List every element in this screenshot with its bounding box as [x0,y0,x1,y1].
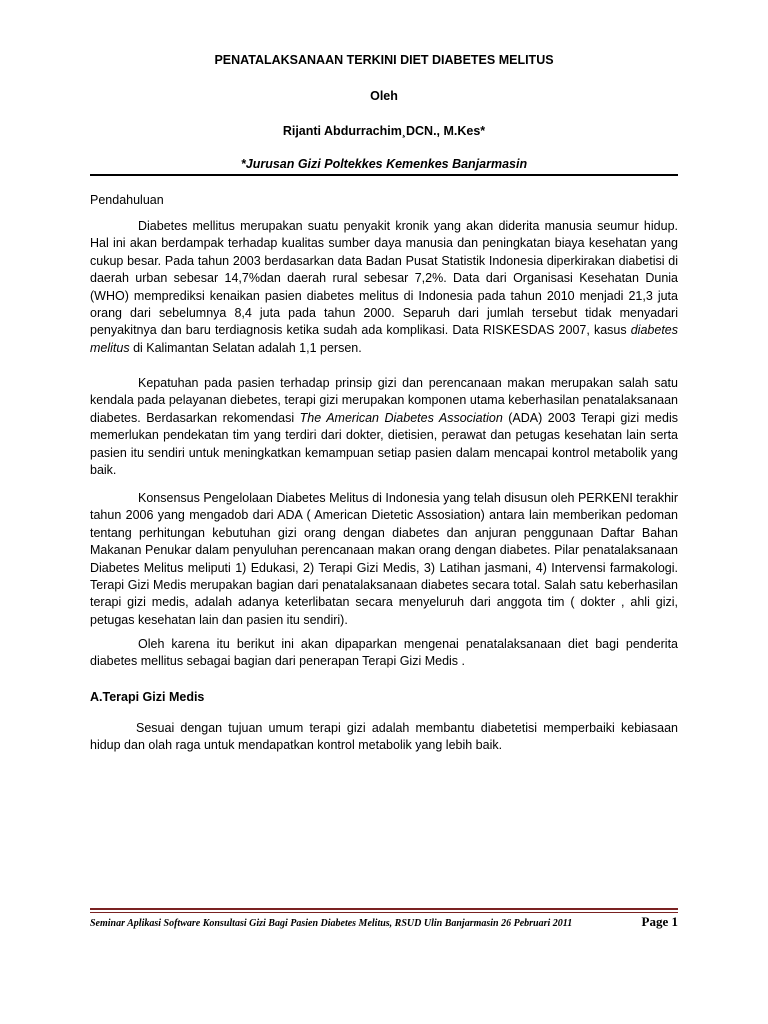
intro-p2-text: Kepatuhan pada pasien terhadap prinsip gizi dan perencanaan makan merupakan salah satu kendala pada pelayanan diebetes, terapi gizi merupakan komponen utama keberhasilan penatalaksanaan diabetes. Berdasarkan rekomendasi [90,376,678,425]
page-number-value: 1 [671,914,678,929]
author-name: Rijanti Abdurrachim¸DCN., M.Kes* [282,124,486,138]
footer-divider-thin [90,912,678,913]
header-divider [90,174,678,176]
footer-divider [90,908,678,910]
section-heading-intro: Pendahuluan [90,193,164,207]
intro-p1-italic: diabetes melitus [90,323,678,355]
section-a-paragraph-1 [90,720,678,755]
page-number [642,914,678,930]
intro-p1-tail: di Kalimantan Selatan adalah 1,1 persen. [129,340,362,355]
intro-p2-italic: The American Diabetes Association [299,410,503,425]
intro-paragraph-4 [90,636,678,671]
author-affiliation: *Jurusan Gizi Poltekkes Kemenkes Banjarmasin [240,157,528,171]
intro-paragraph-2 [90,375,678,479]
section-a-p1-text: Sesuai dengan tujuan umum terapi gizi adalah membantu diabetetisi memperbaiki kebiasaan hidup dan olah raga untuk mendapatkan kontrol metabolik yang lebih baik. [90,721,678,753]
intro-p3-text: Konsensus Pengelolaan Diabetes Melitus di Indonesia yang telah disusun oleh PERKENI terakhir tahun 2006 yang mengadob dari ADA ( American Dietetic Assosiation) antara lain memberikan pedoman tentang perhitungan kebutuhan gizi orang dengan diabetes dan anjuran penggunaan Daftar Bahan Makanan Penukar dalam penyuluhan perencanaan makan orang dengan diabetes. Pilar penatalaksanaan Diabetes Melitus meliputi 1) Edukasi, 2) Terapi Gizi Medis, 3) Latihan jasmani, 4) Intervensi farmakologi. Terapi Gizi Medis merupakan bagian dari penatalaksanaan diabetes secara total. Salah satu keberhasilan terapi gizi medis, adalah adanya keterlibatan secara menyeluruh dari anggota tim ( dokter , ahli gizi, petugas kesehatan lain dan pasien itu sendiri). [90,491,678,627]
intro-p2-tail: (ADA) 2003 Terapi gizi medis memerlukan pendekatan tim yang terdiri dari dokter, dietisien, perawat dan petugas kesehatan lain serta pasien itu sendiri untuk meningkatkan kemampuan setiap pasien dalam mencapai kontrol metabolik yang baik. [90,410,678,478]
page-label: Page [641,914,669,929]
intro-p1-text: Diabetes mellitus merupakan suatu penyakit kronik yang akan diderita manusia seumur hidup. Hal ini akan berdampak terhadap kualitas sumber daya manusia dan peningkatan biaya kesehatan yang cukup besar. Pada tahun 2003 berdasarkan data Badan Pusat Statistik Indonesia diperkirakan diabetisi di daerah urban sebesar 14,7%dan daerah rural sebesar 7,2%. Data dari Organisasi Kesehatan Dunia (WHO) memprediksi kenaikan pasien diabetes melitus di Indonesia pada tahun 2010 menjadi 21,3 juta orang dari sebelumnya 8,4 juta pada tahun 2000. Separuh dari jumlah tersebut tidak menyadari penyakitnya dan baru terdiagnosis ketika sudah ada komplikasi. Data RISKESDAS 2007, kasus [90,219,678,338]
intro-p4-text: Oleh karena itu berikut ini akan dipaparkan mengenai penatalaksanaan diet bagi penderita diabetes mellitus sebagai bagian dari penerapan Terapi Gizi Medis . [90,637,678,669]
document-title: PENATALAKSANAAN TERKINI DIET DIABETES MELITUS [214,53,554,67]
intro-paragraph-3 [90,490,678,629]
section-heading-a: A.Terapi Gizi Medis [90,690,205,704]
footer-text: Seminar Aplikasi Software Konsultasi Gizi Bagi Pasien Diabetes Melitus, RSUD Ulin Banjarmasin 26 Pebruari 2011 [90,918,573,929]
intro-paragraph-1 [90,218,678,357]
by-label: Oleh [370,89,398,103]
